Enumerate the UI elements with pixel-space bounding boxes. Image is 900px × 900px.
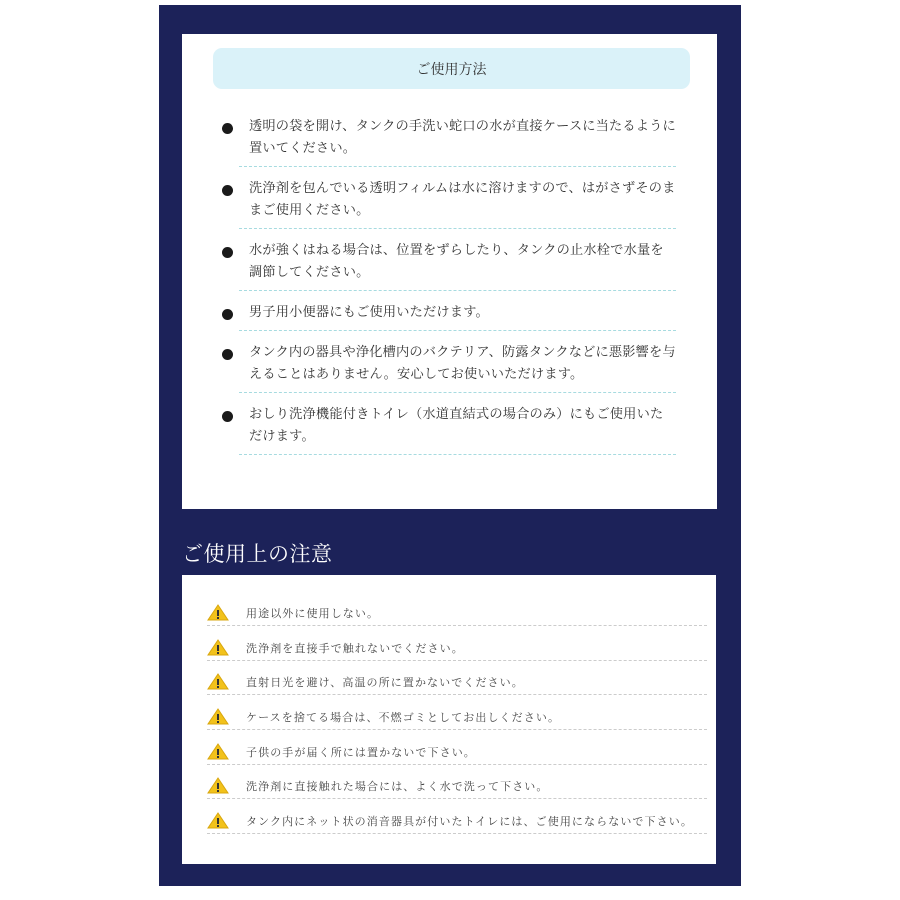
warning-triangle-icon (207, 604, 229, 621)
caution-item-text: 直射日光を避け、高温の所に置かないでください。 (246, 676, 524, 690)
bullet-dot-icon (222, 123, 233, 134)
usage-item (216, 404, 676, 455)
caution-item-text: ケースを捨てる場合は、不燃ゴミとしてお出しください。 (246, 711, 561, 725)
bullet-dot-icon (222, 411, 233, 422)
warning-triangle-icon (207, 743, 229, 760)
caution-item-text: 洗浄剤に直接触れた場合には、よく水で洗って下さい。 (246, 780, 549, 794)
caution-item (207, 600, 707, 626)
usage-item (216, 178, 676, 229)
usage-item-text: おしり洗浄機能付きトイレ（水道直結式の場合のみ）にもご使用いただけます。 (239, 404, 676, 455)
caution-card (182, 575, 716, 864)
usage-list (216, 116, 676, 466)
usage-item-text: タンク内の器具や浄化槽内のバクテリア、防露タンクなどに悪影響を与えることはありません。安心してお使いいただけます。 (239, 342, 676, 393)
usage-item-text: 男子用小便器にもご使用いただけます。 (239, 302, 676, 331)
usage-card (182, 34, 717, 509)
caution-item (207, 704, 707, 730)
usage-item (216, 240, 676, 291)
warning-triangle-icon (207, 639, 229, 656)
bullet-dot-icon (222, 247, 233, 258)
warning-triangle-icon (207, 708, 229, 725)
caution-title: ご使用上の注意 (182, 542, 333, 566)
caution-item (207, 669, 707, 695)
caution-item (207, 808, 707, 834)
warning-triangle-icon (207, 673, 229, 690)
caution-item-text: タンク内にネット状の消音器具が付いたトイレには、ご使用にならないで下さい。 (246, 815, 693, 829)
caution-item (207, 635, 707, 661)
warning-triangle-icon (207, 812, 229, 829)
caution-item-text: 洗浄剤を直接手で触れないでください。 (246, 641, 464, 655)
bullet-dot-icon (222, 185, 233, 196)
usage-item (216, 302, 676, 331)
bullet-dot-icon (222, 309, 233, 320)
usage-item (216, 116, 676, 167)
usage-item-text: 水が強くはねる場合は、位置をずらしたり、タンクの止水栓で水量を調節してください。 (239, 240, 676, 291)
caution-item (207, 773, 707, 799)
usage-item-text: 洗浄剤を包んでいる透明フィルムは水に溶けますので、はがさずそのままご使用ください。 (239, 178, 676, 229)
caution-item (207, 739, 707, 765)
bullet-dot-icon (222, 349, 233, 360)
usage-item (216, 342, 676, 393)
warning-triangle-icon (207, 777, 229, 794)
caution-item-text: 用途以外に使用しない。 (246, 607, 380, 620)
usage-item-text: 透明の袋を開け、タンクの手洗い蛇口の水が直接ケースに当たるように置いてください。 (239, 116, 676, 167)
usage-header: ご使用方法 (213, 48, 690, 89)
caution-list (207, 600, 711, 843)
caution-item-text: 子供の手が届く所には置かないで下さい。 (246, 745, 476, 759)
